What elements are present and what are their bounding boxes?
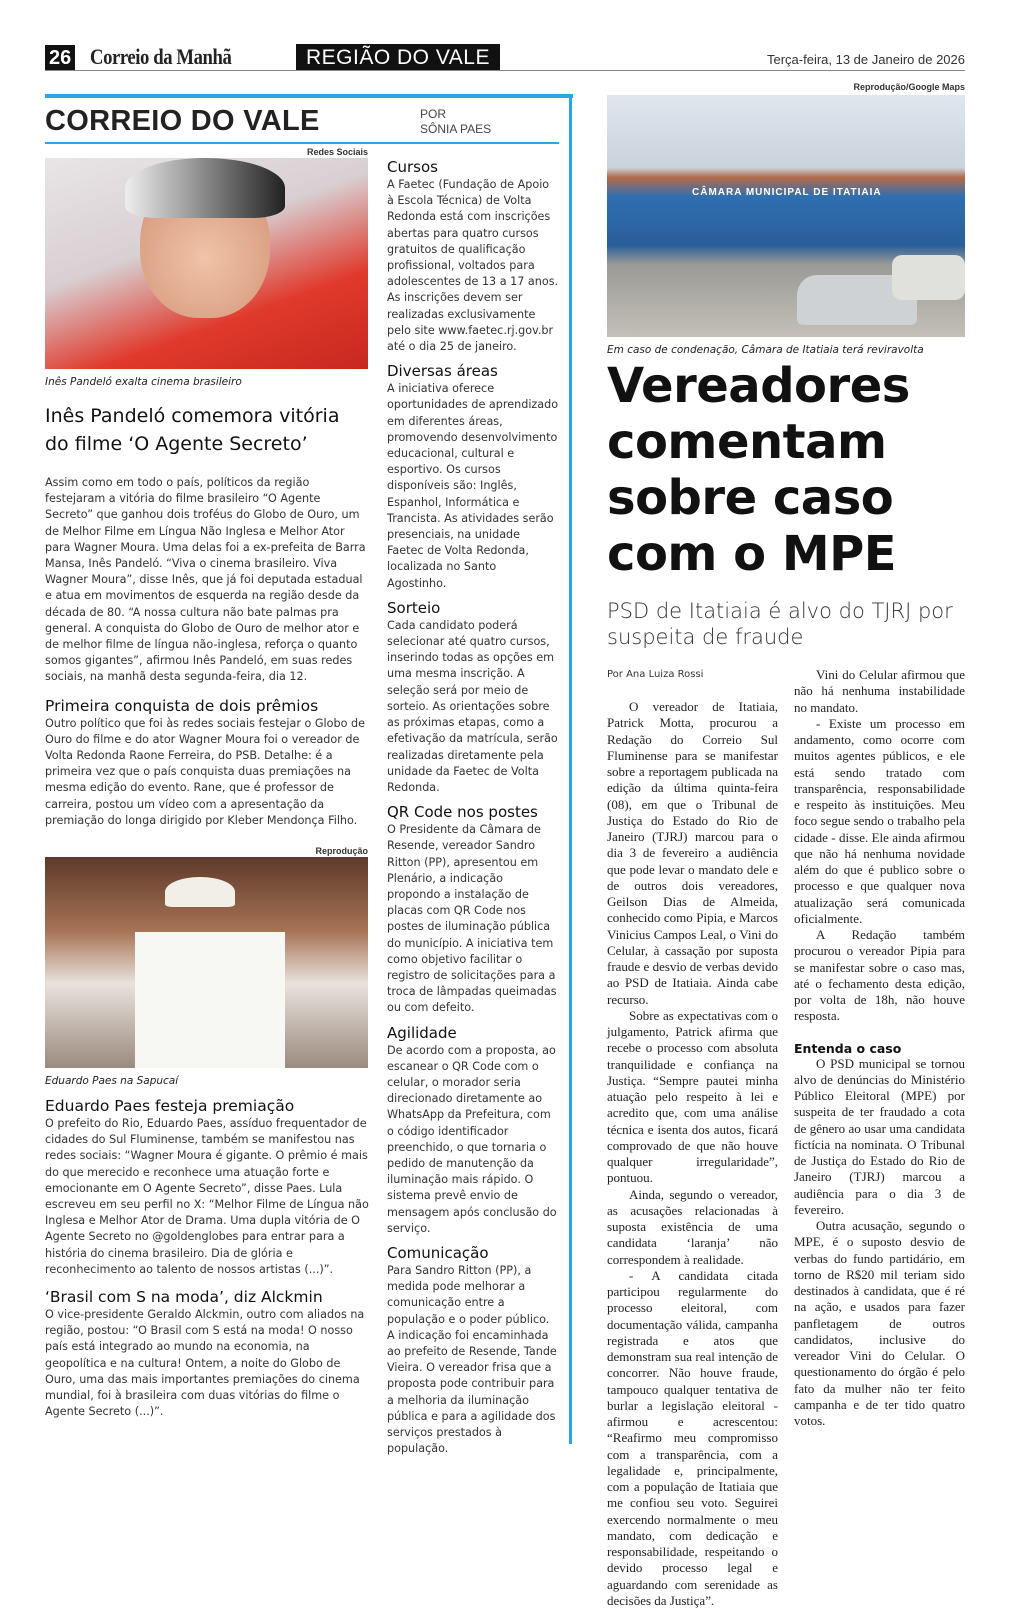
section-label: REGIÃO DO VALE — [296, 44, 500, 71]
article-headline: Inês Pandeló comemora vitória do filme ‘O Agente Secreto’ — [45, 405, 340, 455]
article-paragraph: Vini do Celular afirmou que não há nenhuma instabilidade no mandato. — [794, 667, 965, 715]
column-frame-right — [569, 94, 572, 1444]
article-subheadline: PSD de Itatiaia é alvo do TJRJ por suspeita de fraude — [607, 599, 953, 649]
photo-credit: Reprodução/Google Maps — [853, 82, 965, 92]
note-body: Para Sandro Ritton (PP), a medida pode melhorar a comunicação entre a população e o poder público. A indicação foi encaminhada ao prefeito de Resende, Tande Vieira. O vereador frisa que a proposta pode contribuir para a melhoria da iluminação pública e para a agilidade dos serviços prestados à população. — [387, 1263, 557, 1456]
article-paragraph: - Existe um processo em andamento, como ocorre com muitos agentes públicos, e ele está sendo tratado com transparência, responsabilidade e respeito às instituições. Meu foco segue sendo o trabalho pela cidade - disse. Ele ainda afirmou que não há nenhuma novidade além do que é publico sobre o processo e que qualquer nova atualização será comunicada oficialmente. — [794, 715, 965, 926]
article-paragraph: Ainda, segundo o vereador, as acusações relacionadas à suposta existência de uma candidata ‘laranja’ não correspondem à realidade. — [607, 1186, 778, 1267]
photo-caption: Em caso de condenação, Câmara de Itatiaia terá reviravolta — [607, 344, 924, 356]
subsection-body: O prefeito do Rio, Eduardo Paes, assíduo frequentador de cidades do Sul Fluminense, também se manifestou nas redes sociais: “Wagner Moura é gigante. O prêmio é mais do que merecido e reconhece uma atuação forte e emocionante em O Agente Secreto”, disse Paes. Lula escreveu em seu perfil no X: “Melhor Filme de Língua não Inglesa e Melhor Ator de Drama. Uma dupla vitória de O Agente Secreto no @goldenglobes para entrar para a história do cinema brasileiro. Dia de glória e reconhecimento ao talento de nossos artistas (...)”. — [45, 1117, 369, 1276]
note-body: A Faetec (Fundação de Apoio à Escola Técnica) de Volta Redonda está com inscrições abertas para quatro cursos gratuitos de qualificação profissional, voltados para adolescentes de 13 a 17 anos. As inscrições devem ser realizadas exclusivamente pelo site www.faetec.rj.gov.br até o dia 25 de janeiro. — [387, 178, 559, 354]
photo-ines-pandelo — [45, 158, 368, 369]
note-sorteio — [387, 598, 559, 796]
photo-caption: Eduardo Paes na Sapucaí — [45, 1075, 179, 1087]
note-agilidade — [387, 1023, 559, 1237]
box-title: Entenda o caso — [794, 1040, 902, 1056]
byline-author: SÔNIA PAES — [420, 122, 492, 136]
note-title: Comunicação — [387, 1243, 489, 1262]
column-title-divider — [45, 142, 559, 144]
photo-credit: Redes Sociais — [306, 147, 368, 157]
subsection-body: O vice-presidente Geraldo Alckmin, outro com aliados na região, postou: “O Brasil com S está na moda! O nosso país está integrado ao mundo na economia, na geopolítica e na cultura! Ontem, a noite do Globo de Ouro, uma das mais importantes premiações do cinema mundial, foi à brasileira com duas vitórias do filme o Agente Secreto (...)”. — [45, 1308, 365, 1419]
article-paragraph: - A candidata citada participou regularmente do processo eleitoral, com documentação válida, campanha registrada e atos que demonstram sua real intenção de concorrer. Não houve fraude, tampouco qualquer tentativa de burlar a legislação eleitoral - afirmou e acrescentou: “Reafirmo meu compromisso com a transparência, com a legalidade e, principalmente, com a população de Itatiaia que me confiou seu voto. Seguirei exercendo normalmente o meu mandato, com dedicação e responsabilidade, respeitando o devido processo legal e aguardando com serenidade as decisões da Justiça”. — [607, 1267, 778, 1608]
article-paragraph: O vereador de Itatiaia, Patrick Motta, procurou a Redação do Correio Sul Fluminense para se manifestar sobre a reportagem publicada na edição da última quinta-feira (08), em que o Tribunal de Justiça do Estado do Rio de Janeiro (TJRJ) marcou para o dia 3 de fevereiro a audiência que pode levar o mandato dele e de outros dois vereadores, Geilson Dias de Almeida, conhecido como Pipia, e Marcos Vinicius Campos Leal, o Vini do Celular, à cassação por suposta fraude e desvio de verbas devido ao PSD de Itatiaia. Ainda cabe recurso. — [607, 699, 778, 1007]
photo-caption: Inês Pandeló exalta cinema brasileiro — [45, 376, 242, 388]
box-paragraph: Outra acusação, segundo o MPE, é o suposto desvio de verbas do fundo partidário, em torno de R$20 mil teriam sido destinados à candidata, que é ré na ação, e usados para fazer panfletagem de outros candidatos, inclusive do vereador Vini do Celular. O questionamento do órgão é pelo fato da mulher não ter feito campanha e de ter tido quatro votos. — [794, 1218, 965, 1428]
page-number: 26 — [45, 45, 75, 71]
note-title: Cursos — [387, 158, 438, 176]
article-paragraph: A Redação também procurou o vereador Pipia para se manifestar sobre o caso mas, até o fechamento desta edição, por volta de 18h, não houve resposta. — [794, 927, 965, 1024]
subsection-title: Primeira conquista de dois prêmios — [45, 696, 319, 715]
article-body: Assim como em todo o país, políticos da região festejaram a vitória do filme brasileiro “O Agente Secreto” que ganhou dois troféus do Globo de Ouro, um de Melhor Filme em Língua Não Inglesa e Melhor Ator para Wagner Moura. Uma delas foi a ex-prefeita de Barra Mansa, Inês Pandeló. “Viva o cinema brasileiro. Viva Wagner Moura”, disse Inês, que já foi deputada estadual e atua em movimentos de esquerda na região desde da década de 80. “A nossa cultura não bate palmas pra general. A conquista do Globo de Ouro de melhor ator e de melhor filme de língua não-inglesa, reforça o quanto somos gigantes”, afirmou Inês Pandeló, em suas redes sociais, na manhã desta segunda-feira, dia 12. — [45, 476, 366, 684]
photo-hat — [165, 877, 235, 907]
article-paragraph: Sobre as expectativas com o julgamento, Patrick afirma que recebe o processo com absoluta tranquilidade e confiança na Justiça. “Sempre pautei minha atuação pelo respeito à lei e acredito que, com uma análise técnica e isenta dos autos, ficará comprovado de que não houve qualquer irregularidade”, pontuou. — [607, 1007, 778, 1186]
portrait-hair — [125, 158, 285, 218]
note-title: Agilidade — [387, 1023, 457, 1042]
byline-por: POR — [420, 107, 447, 121]
photo-shirt — [135, 932, 285, 1068]
note-diversas-areas — [387, 361, 559, 592]
column-byline — [420, 107, 491, 137]
note-title: QR Code nos postes — [387, 803, 538, 822]
left-article-continued — [45, 1096, 370, 1420]
article-author: Por Ana Luiza Rossi — [607, 669, 704, 680]
newspaper-logo: Correio da Manhã — [90, 44, 232, 69]
issue-date: Terça-feira, 13 de Janeiro de 2026 — [766, 52, 965, 67]
note-body: Cada candidato poderá selecionar até quatro cursos, inserindo todas as opções em uma mesma inscrição. A seleção será por meio de sorteio. As orientações sobre as próximas etapas, como a efetivação da matrícula, serão realizadas diretamente pela unidade da Faetec de Volta Redonda. — [387, 618, 558, 794]
photo-eduardo-paes — [45, 857, 368, 1068]
note-title: Sorteio — [387, 598, 441, 617]
column-title: CORREIO DO VALE — [45, 105, 320, 137]
note-comunicacao — [387, 1243, 559, 1457]
subsection-title: Eduardo Paes festeja premiação — [45, 1097, 295, 1115]
note-body: O Presidente da Câmara de Resende, vereador Sandro Ritton (PP), apresentou em Plenário, a indicação propondo a instalação de placas com QR Code nos postes de iluminação pública do município. A iniciativa tem como objetivo facilitar o registro de solicitações para a troca de lâmpadas queimadas ou com defeito. — [387, 823, 557, 1015]
note-body: De acordo com a proposta, ao escanear o QR Code com o celular, o morador seria direcionado diretamente ao WhatsApp da Prefeitura, com o código identificador preenchido, o que tornaria o pedido de manutenção da iluminação mais rápido. O sistema prevê envio de mensagem após conclusão do serviço. — [387, 1043, 557, 1235]
photo-credit: Reprodução — [315, 846, 368, 856]
photo-camara-itatiaia — [607, 95, 965, 337]
subsection-body: Outro político que foi às redes sociais festejar o Globo de Ouro do filme e do ator Wagner Moura foi o vereador de Volta Redonda Raone Ferreira, do PSB. Detalhe: é a primeira vez que o país conquista duas premiações na mesma edição do evento. Rane, que é professor de carreira, postou um vídeo com a apresentação da premiação do longa dirigido por Kleber Mendonça Filho. — [45, 716, 366, 827]
note-cursos — [387, 157, 559, 355]
article-column-2 — [794, 667, 965, 1429]
note-title: Diversas áreas — [387, 362, 498, 381]
middle-column — [387, 157, 559, 1463]
subsection-title: ‘Brasil com S na moda’, diz Alckmin — [45, 1288, 323, 1307]
note-body: A iniciativa oferece oportunidades de aprendizado em diferentes áreas, promovendo desenvolvimento educacional, cultural e esportivo. Os cursos disponíveis são: Inglês, Espanhol, Informática e Trancista. As atividades serão presenciais, na unidade Faetec de Volta Redonda, localizada no Santo Agostinho. — [387, 382, 559, 590]
photo-car — [892, 255, 965, 300]
building-sign: CÂMARA MUNICIPAL DE ITATIAIA — [692, 187, 882, 198]
left-article — [45, 402, 368, 829]
header-divider — [45, 70, 965, 71]
column-frame-top — [45, 94, 573, 98]
box-paragraph: O PSD municipal se tornou alvo de denúncias do Ministério Público Eleitoral (MPE) por suspeita de ter fraudado a cota de gênero ao usar uma candidata fictícia na nominata. O Tribunal de Justiça do Estado do Rio de Janeiro (TJRJ) marcou a audiência para o dia 3 de fevereiro. — [794, 1055, 965, 1217]
note-qr-code — [387, 802, 559, 1016]
article-column-1 — [607, 699, 778, 1608]
article-headline: Vereadores comentam sobre caso com o MPE — [607, 358, 910, 582]
